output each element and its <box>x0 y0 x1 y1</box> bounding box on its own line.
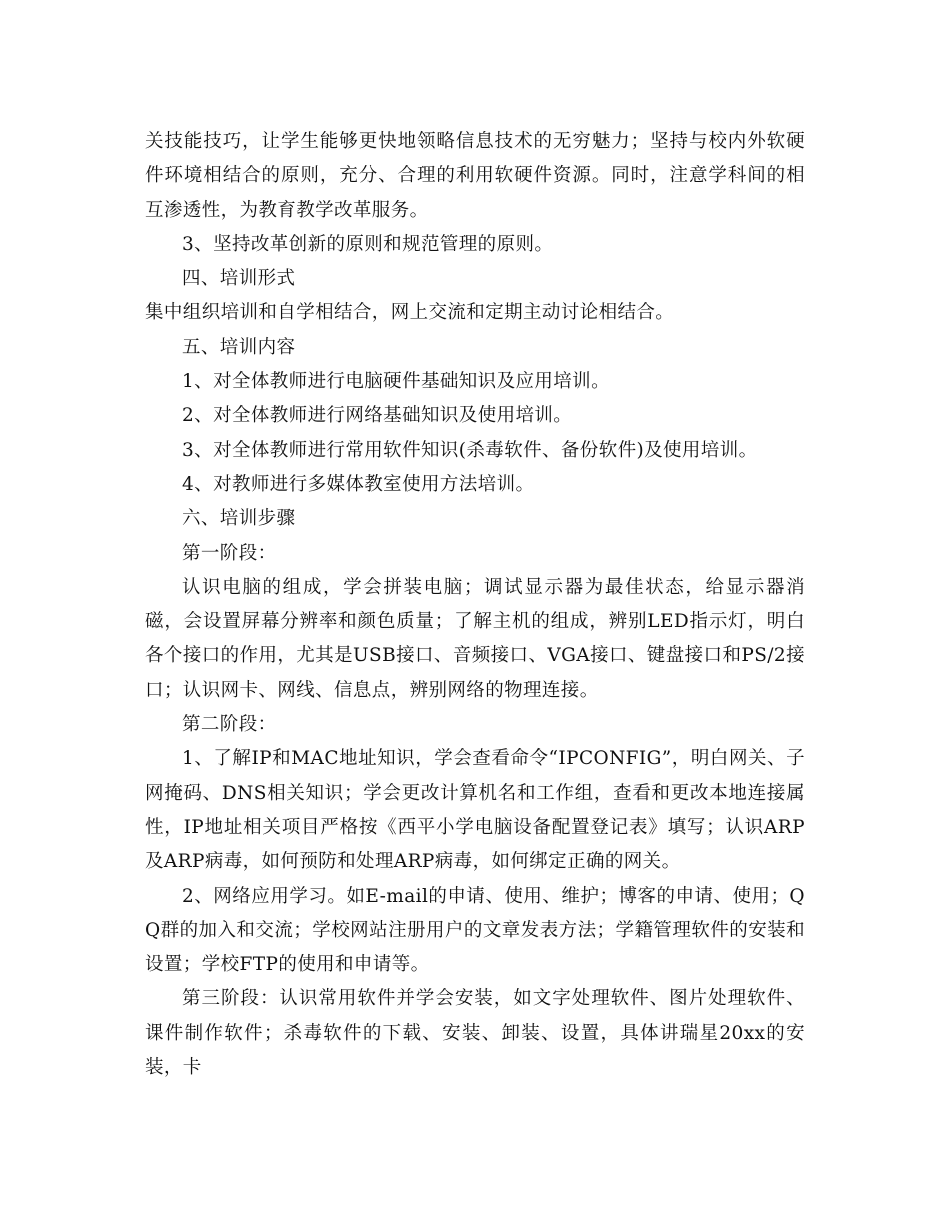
stage-1-body: 认识电脑的组成，学会拼装电脑；调试显示器为最佳状态，给显示器消磁，会设置屏幕分辨率和颜色质量；了解主机的组成，辨别LED指示灯，明白各个接口的作用，尤其是USB接口、音频接口、VGA接口、键盘接口和PS/2接口；认识网卡、网线、信息点，辨别网络的物理连接。 <box>145 576 805 701</box>
list-item-content-2: 2、对全体教师进行网络基础知识及使用培训。 <box>182 405 573 427</box>
document-body <box>145 125 805 1085</box>
section-heading-training-content: 五、培训内容 <box>182 336 296 358</box>
paragraph-principle-3: 3、坚持改革创新的原则和规范管理的原则。 <box>182 233 554 255</box>
stage-1-heading: 第一阶段： <box>182 542 277 564</box>
paragraph-training-format: 集中组织培训和自学相结合，网上交流和定期主动讨论相结合。 <box>145 302 675 324</box>
stage-2-item-2: 2、网络应用学习。如E-mail的申请、使用、维护；博客的申请、使用；QQ群的加入和交流；学校网站注册用户的文章发表方法；学籍管理软件的安装和设置；学校FTP的使用和申请等。 <box>145 885 805 976</box>
stage-2-heading: 第二阶段： <box>182 714 277 736</box>
section-heading-training-format: 四、培训形式 <box>182 268 296 290</box>
section-heading-training-steps: 六、培训步骤 <box>182 508 296 530</box>
stage-2-item-1: 1、了解IP和MAC地址知识，学会查看命令“IPCONFIG”，明白网关、子网掩码、DNS相关知识；学会更改计算机名和工作组，查看和更改本地连接属性，IP地址相关项目严格按《西平小学电脑设备配置登记表》填写；认识ARP及ARP病毒，如何预防和处理ARP病毒，如何绑定正确的网关。 <box>145 748 805 873</box>
stage-3-body: 第三阶段：认识常用软件并学会安装，如文字处理软件、图片处理软件、课件制作软件；杀毒软件的下载、安装、卸装、设置，具体讲瑞星20xx的安装，卡 <box>145 988 805 1079</box>
list-item-content-1: 1、对全体教师进行电脑硬件基础知识及应用培训。 <box>182 371 610 393</box>
paragraph-continuation: 关技能技巧，让学生能够更快地领略信息技术的无穷魅力；坚持与校内外软硬件环境相结合的原则，充分、合理的利用软硬件资源。同时，注意学科间的相互渗透性，为教育教学改革服务。 <box>145 131 805 221</box>
list-item-content-3: 3、对全体教师进行常用软件知识(杀毒软件、备份软件)及使用培训。 <box>182 439 758 461</box>
list-item-content-4: 4、对教师进行多媒体教室使用方法培训。 <box>182 473 535 495</box>
